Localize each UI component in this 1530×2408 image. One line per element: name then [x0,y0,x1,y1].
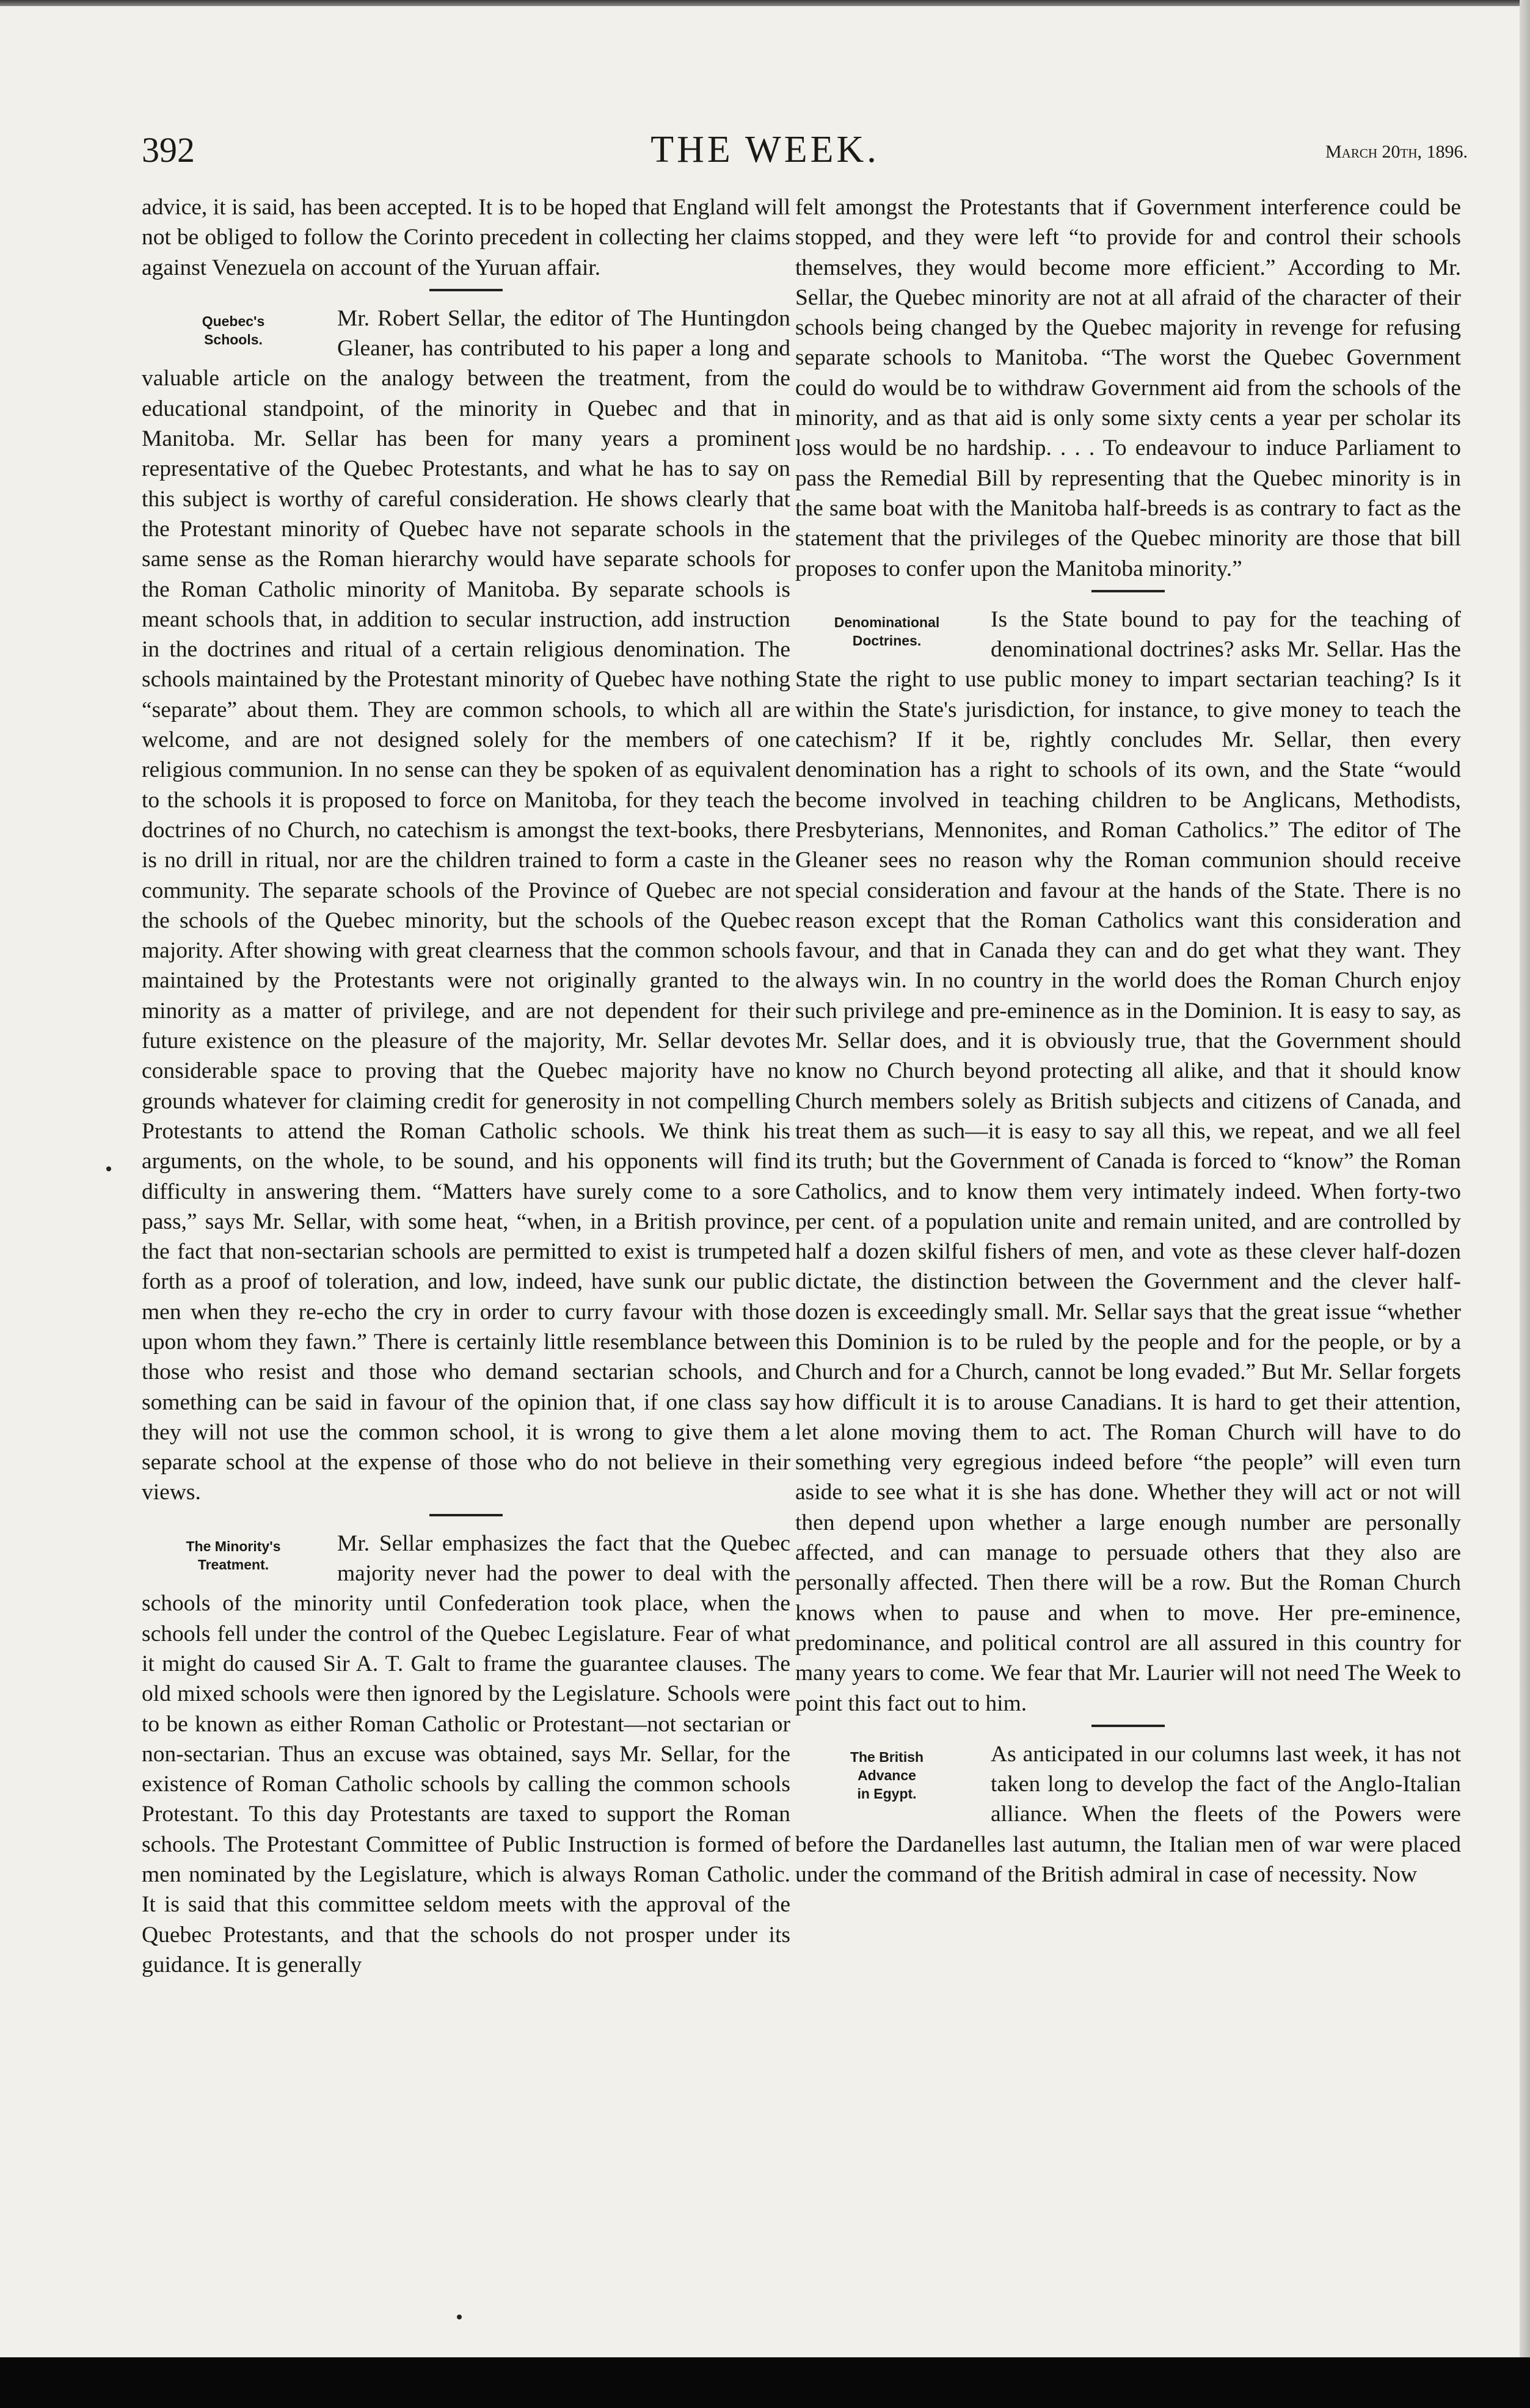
scan-top-edge [0,0,1530,6]
page-number: 392 [142,130,195,170]
side-heading-line: Denominational [834,614,940,630]
article-paragraph-denominational-doctrines: Is the State bound to pay for the teaching of denominational doctrines? asks Mr. Sellar. Has the State the right to use public money to impart sectarian teaching? Is it within the State's jurisdiction, for instance, to give money to teach the catechism? If it be, rightly concludes Mr. Sellar, then every denomination has a right to schools of its own, and the State “would become involved in teaching children to be Anglicans, Methodists, Presbyterians, Mennonites, and Roman Catholics.” The editor of The Gleaner sees no reason why the Roman communion should receive special consideration and favour at the hands of the State. There is no reason except that the Roman Catholics want this consideration and favour, and that in Canada they can and do get what they want. They always win. In no country in the world does the Roman Church enjoy such privilege and pre-eminence as in the Dominion. It is easy to say, as Mr. Sellar does, and it is obviously true, that the Government should know no Church beyond protecting all alike, and that it should know Church members solely as British subjects and citizens of Canada, and treat them as such—it is easy to say all this, we repeat, and we all feel its truth; but the Government of Canada is forced to “know” the Roman Catholics, and to know them very intimately indeed. When forty-two per cent. of a population unite and remain united, and are controlled by half a dozen skilful fishers of men, and vote as these clever half-dozen dictate, the distinction between the Government and the clever half-dozen is exceedingly small. Mr. Sellar says that the great issue “whether this Dominion is to be ruled by the people and for the people, or by a Church and for a Church, cannot be long evaded.” But Mr. Sellar forgets how difficult it is to arouse Canadians. It is hard to get their attention, let alone moving them to act. The Roman Church will have to do something very egregious indeed before “the people” will even turn aside to see what it is she has done. Whether they will act or not will then depend upon whether a large enough number are personally affected, and can manage to persuade others that they also are personally affected. Then there will be a row. But the Roman Church knows when to pause and when to move. Her pre-eminence, predominance, and political control are all assured in this country for many years to come. We fear that Mr. Laurier will not need The Week to point this fact out to him. [795,606,1461,1716]
scan-bottom-edge [0,2357,1530,2408]
section-british-advance [795,1739,1461,1890]
article-paragraph-british-advance: As anticipated in our columns last week, it has not taken long to develop the fact of the Anglo-Italian alliance. When the fleets of the Powers were before the Dardanelles last autumn, the Italian men of war were placed under the command of the British admiral in case of necessity. Now [795,1741,1461,1888]
page-date: March 20th, 1896. [1325,142,1468,162]
page-title: THE WEEK. [650,129,880,170]
margin-dot [457,2315,462,2319]
section-divider [429,1514,503,1516]
side-heading-line: The Minority's [186,1538,281,1554]
side-heading-line: Treatment. [197,1556,269,1573]
article-paragraph-continuation: felt amongst the Protestants that if Government interference could be stopped, and they were left “to provide for and control their schools themselves, they would become more efficient.” According to Mr. Sellar, the Quebec minority are not at all afraid of the character of their schools being changed by the Quebec majority in revenge for refusing separate schools to Manitoba. “The worst the Quebec Government could do would be to withdraw Government aid from the schools of the minority, and as that aid is only some sixty cents a year per scholar its loss would be no hardship. . . . To endeavour to induce Parliament to pass the Remedial Bill by representing that the Quebec minority is in the same boat with the Manitoba half-breeds is as contrary to fact as the statement that the privileges of the Quebec minority are those that bill proposes to confer upon the Manitoba minority.” [795,195,1461,581]
section-divider [1091,590,1165,592]
right-column [795,192,1461,1890]
side-heading-denominational-doctrines [795,613,978,650]
side-heading-minoritys-treatment [142,1537,325,1574]
article-paragraph-quebecs-schools: Mr. Robert Sellar, the editor of The Huntingdon Gleaner, has contributed to his paper a long and valuable article on the analogy between the treatment, from the educational standpoint, of the minority in Quebec and that in Manitoba. Mr. Sellar has been for many years a prominent representative of the Quebec Protestants, and what he has to say on this subject is worthy of careful consideration. He shows clearly that the Protestant minority of Quebec have not separate schools in the same sense as the Roman hierarchy would have separate schools for the Roman Catholic minority of Manitoba. By separate schools is meant schools that, in addition to secular instruction, add instruction in the doctrines and ritual of a certain religious denomination. The schools maintained by the Protestant minority of Quebec have nothing “separate” about them. They are common schools, to which all are welcome, and are not designed solely for the members of one religious communion. In no sense can they be spoken of as equivalent to the schools it is proposed to force on Manitoba, for they teach the doctrines of no Church, no catechism is amongst the text-books, there is no drill in ritual, nor are the children trained to form a caste in the community. The separate schools of the Province of Quebec are not the schools of the Quebec minority, but the schools of the Quebec majority. After showing with great clearness that the common schools maintained by the Protestants were not originally granted to the minority as a matter of privilege, and are not dependent for their future existence on the pleasure of the majority, Mr. Sellar devotes considerable space to proving that the Quebec majority have no grounds whatever for claiming credit for generosity in not compelling Protestants to attend the Roman Catholic schools. We think his arguments, on the whole, to be sound, and his opponents will find difficulty in answering them. “Matters have surely come to a sore pass,” says Mr. Sellar, with some heat, “when, in a British province, the fact that non-sectarian schools are permitted to exist is trumpeted forth as a proof of toleration, and low, indeed, have sunk our public men when they re-echo the cry in order to curry favour with those upon whom they fawn.” There is certainly little resemblance between those who resist and those who demand sectarian schools, and something can be said in favour of the opinion that, if one class say they will not use the common school, it is wrong to give them a separate school at the expense of those who do not believe in their views. [142,305,790,1505]
margin-dot [106,1166,111,1171]
section-quebecs-schools [142,304,790,1508]
side-heading-line: Doctrines. [852,632,922,649]
section-divider [429,289,503,291]
side-heading-line: Advance [858,1767,916,1783]
article-paragraph-venezuela: advice, it is said, has been accepted. It is to be hoped that England will not be obliged to follow the Corinto precedent in collecting her claims against Venezuela on account of the Yuruan affair. [142,195,790,280]
section-denominational-doctrines [795,605,1461,1719]
side-heading-line: Schools. [204,331,263,347]
left-column [142,192,790,1980]
section-minoritys-treatment [142,1529,790,1980]
side-heading-quebecs-schools [142,312,325,349]
side-heading-line: The British [850,1748,924,1765]
article-paragraph-minoritys-treatment: Mr. Sellar emphasizes the fact that the Quebec majority never had the power to deal with the schools of the minority until Confederation took place, when the schools fell under the control of the Quebec Legislature. Fear of what it might do caused Sir A. T. Galt to frame the guarantee clauses. The old mixed schools were then ignored by the Legislature. Schools were to be known as either Roman Catholic or Protestant—not sectarian or non-sectarian. Thus an excuse was obtained, says Mr. Sellar, for the existence of Roman Catholic schools by calling the common schools Protestant. To this day Protestants are taxed to support the Roman schools. The Protestant Committee of Public Instruction is formed of men nominated by the Legislature, which is always Roman Catholic. It is said that this committee seldom meets with the approval of the Quebec Protestants, and that the schools do not prosper under its guidance. It is generally [142,1530,790,1977]
side-heading-line: Quebec's [202,313,265,329]
section-divider [1091,1725,1165,1727]
side-heading-british-advance [795,1748,978,1803]
side-heading-line: in Egypt. [857,1785,917,1802]
scan-right-edge [1520,0,1530,2357]
